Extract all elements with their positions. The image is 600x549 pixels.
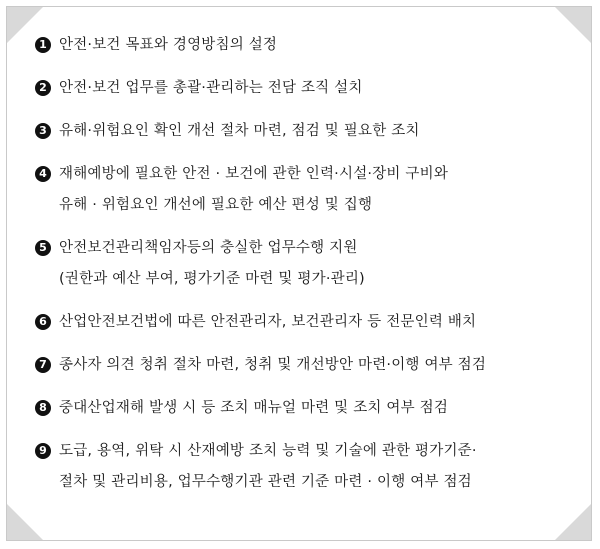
corner-fold-bottom-left xyxy=(7,504,43,540)
number-badge: 1 xyxy=(35,37,51,53)
item-text-continued: (권한과 예산 부여, 평가기준 마련 및 평가·관리) xyxy=(59,271,365,287)
number-badge: 6 xyxy=(35,314,51,330)
number-badge: 7 xyxy=(35,357,51,373)
list-item xyxy=(35,120,575,142)
number-badge: 4 xyxy=(35,166,51,182)
document-frame xyxy=(6,6,592,541)
number-badge: 9 xyxy=(35,443,51,459)
item-text: 중대산업재해 발생 시 등 조치 매뉴얼 마련 및 조치 여부 점검 xyxy=(59,400,449,416)
item-text: 안전·보건 업무를 총괄·관리하는 전담 조직 설치 xyxy=(59,80,363,96)
list-item xyxy=(35,354,575,376)
list-item xyxy=(35,440,575,493)
number-badge: 8 xyxy=(35,400,51,416)
list-item xyxy=(35,77,575,99)
list-item xyxy=(35,237,575,290)
number-badge: 2 xyxy=(35,80,51,96)
number-badge: 5 xyxy=(35,240,51,256)
list-item xyxy=(35,311,575,333)
list-item xyxy=(35,34,575,56)
item-text: 안전보건관리책임자등의 충실한 업무수행 지원 xyxy=(59,240,358,256)
number-badge: 3 xyxy=(35,123,51,139)
list-item xyxy=(35,163,575,216)
item-text: 유해·위험요인 확인 개선 절차 마련, 점검 및 필요한 조치 xyxy=(59,123,420,139)
item-text: 산업안전보건법에 따른 안전관리자, 보건관리자 등 전문인력 배치 xyxy=(59,314,477,330)
item-text: 재해예방에 필요한 안전 · 보건에 관한 인력·시설·장비 구비와 xyxy=(59,166,449,182)
item-text: 종사자 의견 청취 절차 마련, 청취 및 개선방안 마련·이행 여부 점검 xyxy=(59,357,487,373)
list-item xyxy=(35,397,575,419)
obligations-list xyxy=(35,34,575,493)
corner-fold-bottom-right xyxy=(555,504,591,540)
item-text: 도급, 용역, 위탁 시 산재예방 조치 능력 및 기술에 관한 평가기준· xyxy=(59,443,477,459)
item-text-continued: 유해 · 위험요인 개선에 필요한 예산 편성 및 집행 xyxy=(59,197,373,213)
item-text: 안전·보건 목표와 경영방침의 설정 xyxy=(59,37,278,53)
item-text-continued: 절차 및 관리비용, 업무수행기관 관련 기준 마련 · 이행 여부 점검 xyxy=(59,474,472,490)
